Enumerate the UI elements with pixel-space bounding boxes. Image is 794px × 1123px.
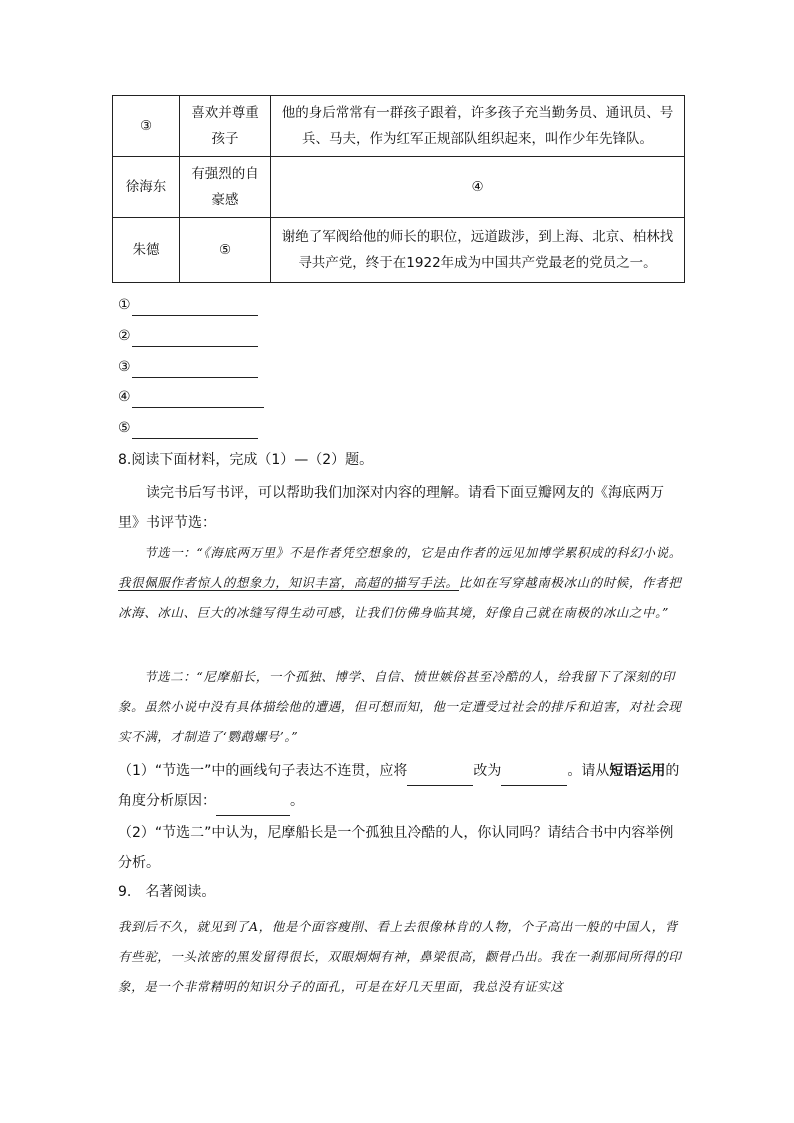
blank-label: ② [118,328,131,344]
character-trait-table [112,95,685,283]
trait-line: ⑤ [218,242,232,258]
answer-blank-revised[interactable] [501,768,567,786]
excerpt-1-pre: 节选一：“《海底两万里》不是作者凭空想象的，它是由作者的远见加博学累积成的科幻小说。 [144,545,682,560]
underlined-sentence: 我很佩服作者惊人的想象力，知识丰富，高超的描写手法。 [118,575,459,590]
trait-line: 有强烈的自 [191,166,259,182]
blank-underline [132,299,258,316]
answer-blank-5[interactable] [118,417,258,439]
blank-underline [132,361,258,378]
table-cell-description [271,218,685,283]
table-row [113,96,685,157]
question-8-sub1 [118,756,684,816]
question-8-heading: 8.阅读下面材料，完成（1）—（2）题。 [118,452,374,468]
answer-blank-3[interactable] [118,356,258,378]
sub1-bold: 短语运用 [609,763,666,779]
table-cell-name: ③ [113,96,180,157]
answer-blank-4[interactable] [118,386,264,408]
excerpt-2: 节选二：“尼摩船长，一个孤独、博学、自信、愤世嫉俗甚至冷酷的人，给我留下了深刻的印象。虽然小说中没有具体描绘他的遭遇，但可想而知，他一定遭受过社会的排斥和迫害，对社会现实不满，才制造了‘鹦鹉螺号’。” [118,669,682,744]
blank-label: ③ [118,359,131,375]
description-text: ④ [471,179,484,195]
answer-blank-2[interactable] [118,325,258,347]
description-text: 谢绝了军阀给他的师长的职位，远道跋涉，到上海、北京、柏林找寻共产党，终于在1922年成为中国共产党最老的党员之一。 [281,229,674,271]
blank-underline [132,422,258,439]
sub1-text: 改为 [473,763,502,779]
table-cell-trait [180,96,271,157]
sub1-text: （1）“节选一”中的画线句子表达不连贯，应将 [118,763,408,779]
trait-line: 喜欢并尊重 [191,105,259,121]
question-8-sub2: （2）“节选二”中认为，尼摩船长是一个孤独且冷酷的人，你认同吗？请结合书中内容举例分析。 [118,825,674,871]
excerpt-1-post: 比如在写穿越南极冰山的时候，作者把冰海、冰山、巨大的冰缝写得生动可感，让我们仿佛身临其境，好像自己就在南极的冰山之中。” [118,575,682,620]
blank-underline [132,391,264,408]
trait-line: 孩子 [211,131,239,147]
blank-underline [132,330,258,347]
trait-line: 豪感 [211,192,239,208]
blank-label: ④ [118,389,131,405]
answer-blank-reason[interactable] [216,798,290,816]
question-9-heading: 9. 名著阅读。 [118,884,216,900]
question-9-passage: 我到后不久，就见到了A，他是个面容瘦削、看上去很像林肯的人物，个子高出一般的中国人，背有些驼，一头浓密的黑发留得很长，双眼炯炯有神，鼻梁很高，颧骨凸出。我在一刹那间所得的印象，是一个非常精明的知识分子的面孔，可是在好几天里面，我总没有证实这 [118,919,682,994]
table-cell-description [271,157,685,218]
sub1-text: 的角度分析原因： [118,763,680,809]
blank-label: ⑤ [118,420,131,436]
blank-label: ① [118,297,131,313]
table-cell-trait [180,157,271,218]
sub1-text: 。请从 [567,763,610,779]
table-row [113,157,685,218]
sub1-text: 。 [290,793,304,809]
answer-blank-1[interactable] [118,294,258,316]
description-text: 他的身后常常有一群孩子跟着，许多孩子充当勤务员、通讯员、号兵、马夫，作为红军正规部队组织起来，叫作少年先锋队。 [281,105,674,147]
table-cell-name: 朱德 [113,218,180,283]
answer-blank-original[interactable] [407,768,473,786]
excerpt-1 [118,538,684,628]
table-cell-name: 徐海东 [113,157,180,218]
question-8-intro: 读完书后写书评，可以帮助我们加深对内容的理解。请看下面豆瓣网友的《海底两万里》书评节选： [118,485,664,531]
table-row [113,218,685,283]
table-cell-trait [180,218,271,283]
table-cell-description [271,96,685,157]
